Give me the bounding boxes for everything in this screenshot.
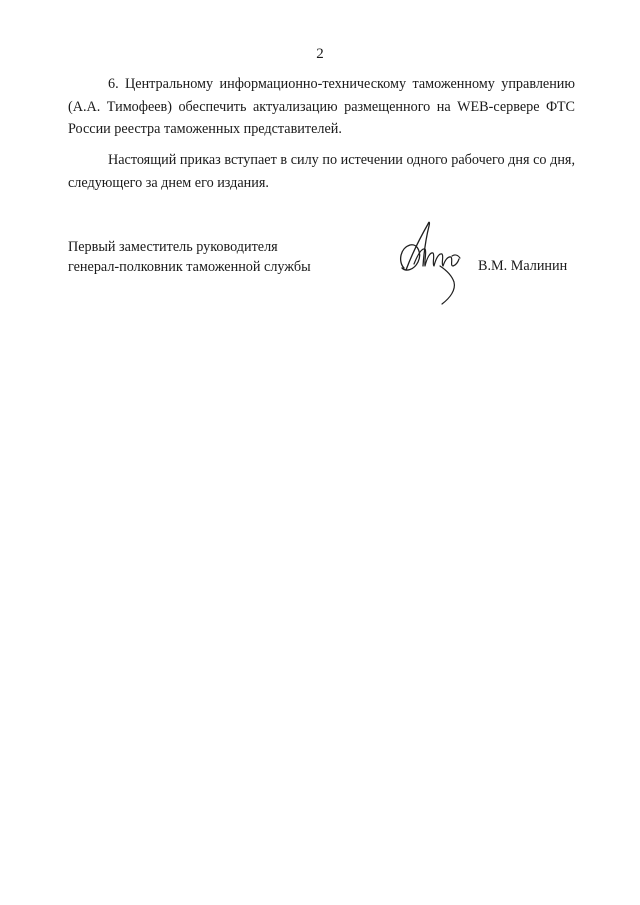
handwritten-signature (392, 218, 472, 308)
paragraph-item-6: 6. Центральному информационно-техническому таможенному управлению (А.А. Тимофеев) обеспечить актуализацию размещенного на WEB-сервере ФТС России реестра таможенных представителей. (68, 76, 575, 137)
signatory-position-line2: генерал-полковник таможенной службы (68, 259, 311, 275)
signer-name: В.М. Малинин (478, 258, 568, 274)
signatory-position-line1: Первый заместитель руководителя (68, 239, 278, 255)
page-number: 2 (316, 46, 324, 62)
signatory-position (68, 237, 368, 277)
paragraph-effective-date: Настоящий приказ вступает в силу по истечении одного рабочего дня со дня, следующего за днем его издания. (68, 152, 575, 191)
